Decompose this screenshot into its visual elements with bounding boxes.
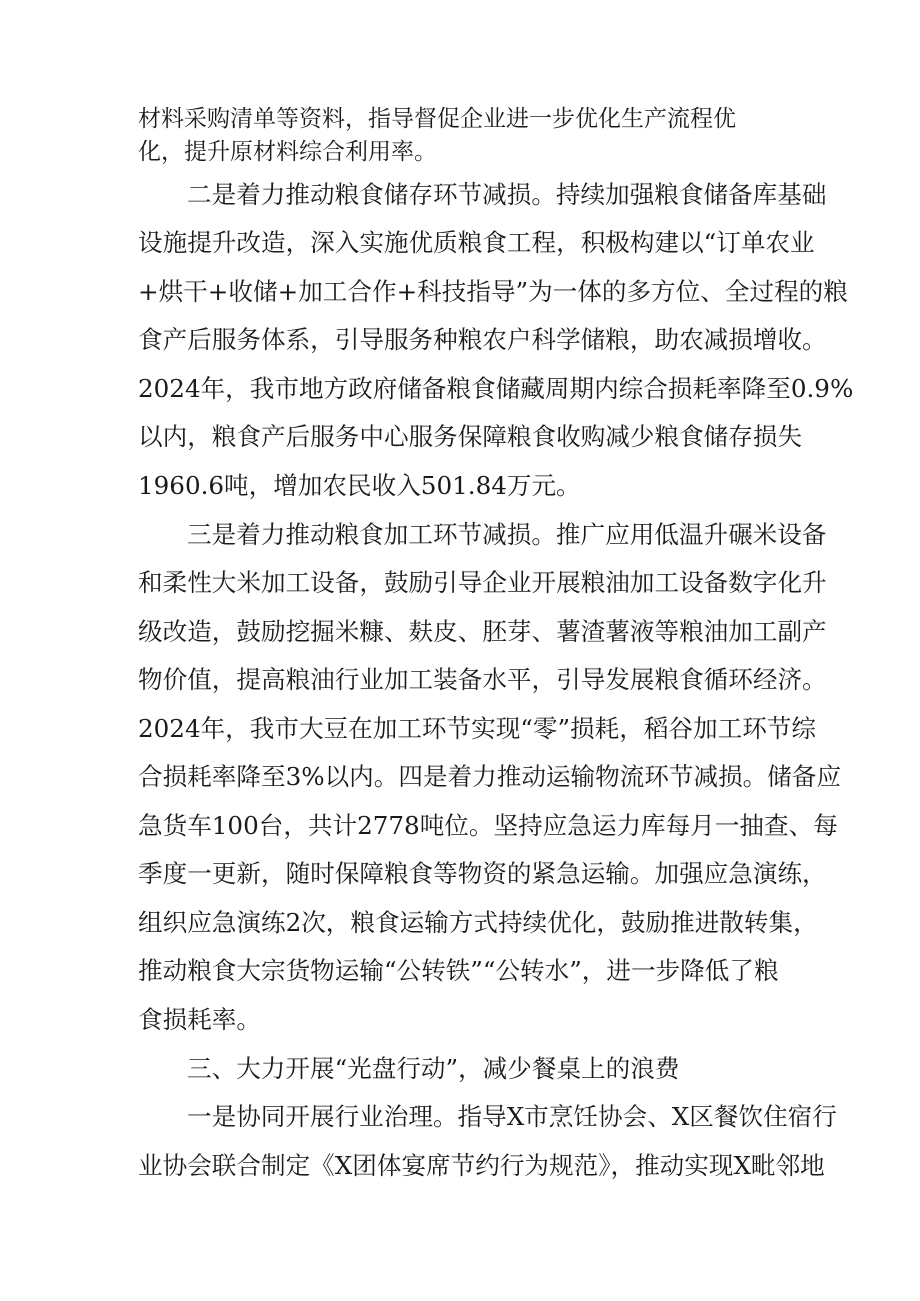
text-line: 组织应急演练2次，粮食运输方式持续优化，鼓励推进散转集， bbox=[138, 908, 818, 937]
paragraph-first-line: 一是协同开展行业治理。指导X市烹饪协会、X区餐饮住宿行 bbox=[187, 1102, 837, 1131]
text-line: 推动粮食大宗货物运输“公转铁”“公转水”，进一步降低了粮 bbox=[138, 956, 779, 985]
paragraph-first-line: 三是着力推动粮食加工环节减损。推广应用低温升碾米设备 bbox=[187, 520, 827, 549]
text-line: 食产后服务体系，引导服务种粮农户科学储粮，助农减损增收。 bbox=[138, 325, 827, 354]
text-line: 化，提升原材料综合利用率。 bbox=[138, 139, 437, 165]
text-line: 1960.6吨，增加农民收入501.84万元。 bbox=[138, 471, 581, 500]
text-line: 2024年，我市地方政府储备粮食储藏周期内综合损耗率降至0.9% bbox=[138, 374, 854, 403]
text-line: 急货车100台，共计2778吨位。坚持应急运力库每月一抽查、每 bbox=[138, 811, 838, 840]
text-line: 食损耗率。 bbox=[138, 1005, 261, 1034]
section-heading: 三、大力开展“光盘行动”，减少餐桌上的浪费 bbox=[187, 1054, 680, 1083]
text-line: 级改造，鼓励挖掘米糠、麸皮、胚芽、薯渣薯液等粮油加工副产 bbox=[138, 617, 827, 646]
text-line: +烘干+收储+加工合作+科技指导”为一体的多方位、全过程的粮 bbox=[138, 277, 848, 306]
text-line: 材料采购清单等资料，指导督促企业进一步优化生产流程优 bbox=[138, 106, 736, 132]
text-line: 以内，粮食产后服务中心服务保障粮食收购减少粮食储存损失 bbox=[138, 422, 803, 451]
text-line: 设施提升改造，深入实施优质粮食工程，积极构建以“订单农业 bbox=[138, 228, 815, 257]
text-line: 季度一更新，随时保障粮食等物资的紧急运输。加强应急演练， bbox=[138, 859, 827, 888]
paragraph-first-line: 二是着力推动粮食储存环节减损。持续加强粮食储备库基础 bbox=[187, 180, 827, 209]
text-line: 物价值，提高粮油行业加工装备水平，引导发展粮食循环经济。 bbox=[138, 665, 827, 694]
text-line: 业协会联合制定《X团体宴席节约行为规范》，推动实现X毗邻地 bbox=[138, 1151, 825, 1180]
text-line: 合损耗率降至3%以内。四是着力推动运输物流环节减损。储备应 bbox=[138, 762, 842, 791]
text-line: 和柔性大米加工设备，鼓励引导企业开展粮油加工设备数字化升 bbox=[138, 568, 827, 597]
text-line: 2024年，我市大豆在加工环节实现“零”损耗，稻谷加工环节综 bbox=[138, 714, 816, 743]
